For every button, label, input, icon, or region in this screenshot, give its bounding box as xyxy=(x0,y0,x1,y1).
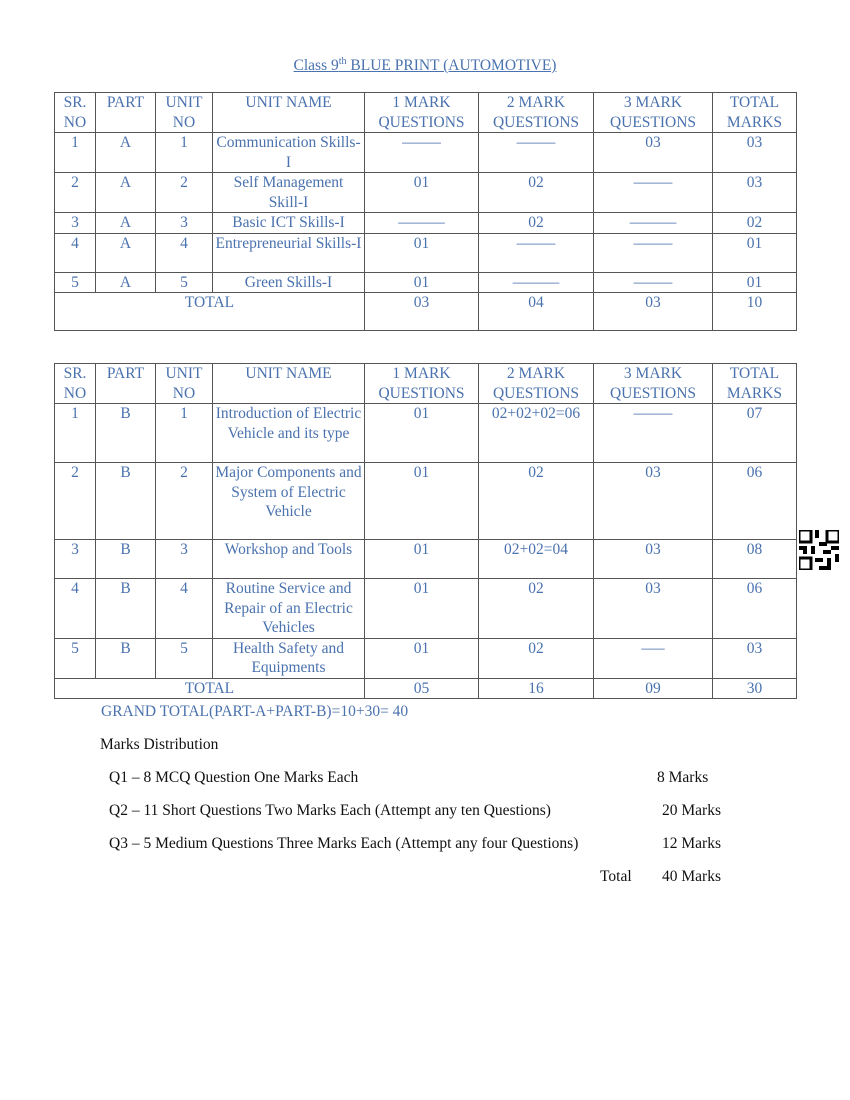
q1-marks: 8 Marks xyxy=(657,769,709,786)
table-row xyxy=(55,638,797,678)
table-cell: 3 xyxy=(156,213,213,234)
table-row xyxy=(55,133,797,173)
table-cell: ––––– xyxy=(594,173,713,213)
table-row xyxy=(55,233,797,272)
table-cell: 5 xyxy=(156,272,213,293)
table-cell: 02 xyxy=(479,173,594,213)
table-row xyxy=(55,463,797,540)
table-cell: 5 xyxy=(55,272,96,293)
table-cell: 5 xyxy=(156,638,213,678)
header-cell: UNIT NO xyxy=(156,93,213,133)
table-cell: 01 xyxy=(365,579,479,639)
q3-text: Q3 – 5 Medium Questions Three Marks Each (Attempt any four Questions) xyxy=(109,835,579,852)
title-prefix: Class 9 xyxy=(293,57,339,75)
total-cell: 30 xyxy=(713,678,797,699)
table-cell: Workshop and Tools xyxy=(213,540,365,579)
table-cell: 03 xyxy=(713,173,797,213)
table-cell: A xyxy=(96,173,156,213)
table-cell: 4 xyxy=(156,233,213,272)
table-cell: B xyxy=(96,638,156,678)
header-cell: 1 MARK QUESTIONS xyxy=(365,93,479,133)
table-cell: B xyxy=(96,404,156,463)
table-cell: 01 xyxy=(365,173,479,213)
table-cell: ––––– xyxy=(479,233,594,272)
total-cell: 05 xyxy=(365,678,479,699)
q2-marks: 20 Marks xyxy=(662,802,721,819)
table-cell: 2 xyxy=(55,463,96,540)
table-cell: 01 xyxy=(713,233,797,272)
table-cell: 3 xyxy=(156,540,213,579)
table-cell: ––– xyxy=(594,638,713,678)
table-cell: A xyxy=(96,133,156,173)
table-cell: 02+02=04 xyxy=(479,540,594,579)
table-cell: Health Safety and Equipments xyxy=(213,638,365,678)
page-title xyxy=(0,56,850,75)
table-cell: ––––– xyxy=(594,272,713,293)
total-cell: 03 xyxy=(594,293,713,331)
table-cell: 1 xyxy=(55,133,96,173)
table-row xyxy=(55,173,797,213)
table-cell: 1 xyxy=(156,133,213,173)
table-cell: A xyxy=(96,233,156,272)
header-cell: TOTAL MARKS xyxy=(713,93,797,133)
table-cell: 4 xyxy=(55,579,96,639)
grand-total: GRAND TOTAL(PART-A+PART-B)=10+30= 40 xyxy=(101,703,409,720)
table-cell: 02 xyxy=(479,213,594,234)
total-row xyxy=(55,293,797,331)
table-row xyxy=(55,272,797,293)
table-cell: 01 xyxy=(365,272,479,293)
table-cell: 02+02+02=06 xyxy=(479,404,594,463)
table-cell: 1 xyxy=(156,404,213,463)
part-a-table xyxy=(54,92,797,331)
table-cell: A xyxy=(96,272,156,293)
table-cell: ––––– xyxy=(479,133,594,173)
header-row xyxy=(55,364,797,404)
table-cell: 02 xyxy=(479,463,594,540)
table-cell: Basic ICT Skills-I xyxy=(213,213,365,234)
table-cell: 2 xyxy=(55,173,96,213)
total-row xyxy=(55,678,797,699)
table-cell: Self Management Skill-I xyxy=(213,173,365,213)
header-cell: 1 MARK QUESTIONS xyxy=(365,364,479,404)
title-main: BLUE PRINT (AUTOMOTIVE) xyxy=(346,57,557,75)
total-label: TOTAL xyxy=(55,678,365,699)
table-cell: 06 xyxy=(713,579,797,639)
table-cell: B xyxy=(96,463,156,540)
total-marks: 40 Marks xyxy=(662,868,721,885)
table-cell: 3 xyxy=(55,540,96,579)
q1-text: Q1 – 8 MCQ Question One Marks Each xyxy=(109,769,359,786)
table-cell: 06 xyxy=(713,463,797,540)
header-cell: SR. NO xyxy=(55,364,96,404)
table-cell: Introduction of Electric Vehicle and its type xyxy=(213,404,365,463)
header-cell: UNIT NAME xyxy=(213,93,365,133)
table-cell: –––––– xyxy=(365,213,479,234)
table-cell: Major Components and System of Electric Vehicle xyxy=(213,463,365,540)
table-cell: 01 xyxy=(365,540,479,579)
table-cell: 01 xyxy=(365,638,479,678)
header-cell: SR. NO xyxy=(55,93,96,133)
table-cell: 03 xyxy=(594,540,713,579)
table-cell: –––––– xyxy=(594,213,713,234)
table-cell: ––––– xyxy=(365,133,479,173)
header-cell: UNIT NAME xyxy=(213,364,365,404)
table-cell: 02 xyxy=(713,213,797,234)
total-label: TOTAL xyxy=(55,293,365,331)
table-cell: 03 xyxy=(713,133,797,173)
table-cell: 03 xyxy=(594,133,713,173)
table-cell: 08 xyxy=(713,540,797,579)
header-row xyxy=(55,93,797,133)
table-cell: 02 xyxy=(479,638,594,678)
header-cell: 2 MARK QUESTIONS xyxy=(479,93,594,133)
total-cell: 03 xyxy=(365,293,479,331)
table-cell: 01 xyxy=(365,404,479,463)
table-cell: 03 xyxy=(594,579,713,639)
total-label: Total xyxy=(600,868,632,885)
header-cell: 3 MARK QUESTIONS xyxy=(594,93,713,133)
table-cell: 01 xyxy=(365,463,479,540)
table-cell: Green Skills-I xyxy=(213,272,365,293)
table-row xyxy=(55,579,797,639)
header-cell: TOTAL MARKS xyxy=(713,364,797,404)
table-cell: 1 xyxy=(55,404,96,463)
marks-distribution-heading: Marks Distribution xyxy=(100,736,219,753)
table-cell: 5 xyxy=(55,638,96,678)
table-cell: Routine Service and Repair of an Electric Vehicles xyxy=(213,579,365,639)
table-cell: 03 xyxy=(713,638,797,678)
table-cell: 4 xyxy=(55,233,96,272)
table-cell: 02 xyxy=(479,579,594,639)
table-cell: Communication Skills-I xyxy=(213,133,365,173)
qr-code-icon xyxy=(799,530,839,570)
table-row xyxy=(55,404,797,463)
total-cell: 10 xyxy=(713,293,797,331)
table-cell: B xyxy=(96,579,156,639)
total-cell: 09 xyxy=(594,678,713,699)
table-cell: 4 xyxy=(156,579,213,639)
q3-marks: 12 Marks xyxy=(662,835,721,852)
table-cell: B xyxy=(96,540,156,579)
header-cell: UNIT NO xyxy=(156,364,213,404)
header-cell: PART xyxy=(96,93,156,133)
table-cell: 2 xyxy=(156,173,213,213)
total-cell: 16 xyxy=(479,678,594,699)
header-cell: PART xyxy=(96,364,156,404)
q2-text: Q2 – 11 Short Questions Two Marks Each (Attempt any ten Questions) xyxy=(109,802,551,819)
part-b-table xyxy=(54,363,797,699)
table-cell: 07 xyxy=(713,404,797,463)
table-row xyxy=(55,213,797,234)
table-cell: 01 xyxy=(365,233,479,272)
table-cell: 2 xyxy=(156,463,213,540)
table-cell: 01 xyxy=(713,272,797,293)
header-cell: 2 MARK QUESTIONS xyxy=(479,364,594,404)
table-cell: –––––– xyxy=(479,272,594,293)
table-row xyxy=(55,540,797,579)
table-cell: Entrepreneurial Skills-I xyxy=(213,233,365,272)
title-sup: th xyxy=(338,56,347,67)
table-cell: ––––– xyxy=(594,404,713,463)
header-cell: 3 MARK QUESTIONS xyxy=(594,364,713,404)
table-cell: 03 xyxy=(594,463,713,540)
total-cell: 04 xyxy=(479,293,594,331)
table-cell: 3 xyxy=(55,213,96,234)
table-cell: A xyxy=(96,213,156,234)
table-cell: ––––– xyxy=(594,233,713,272)
